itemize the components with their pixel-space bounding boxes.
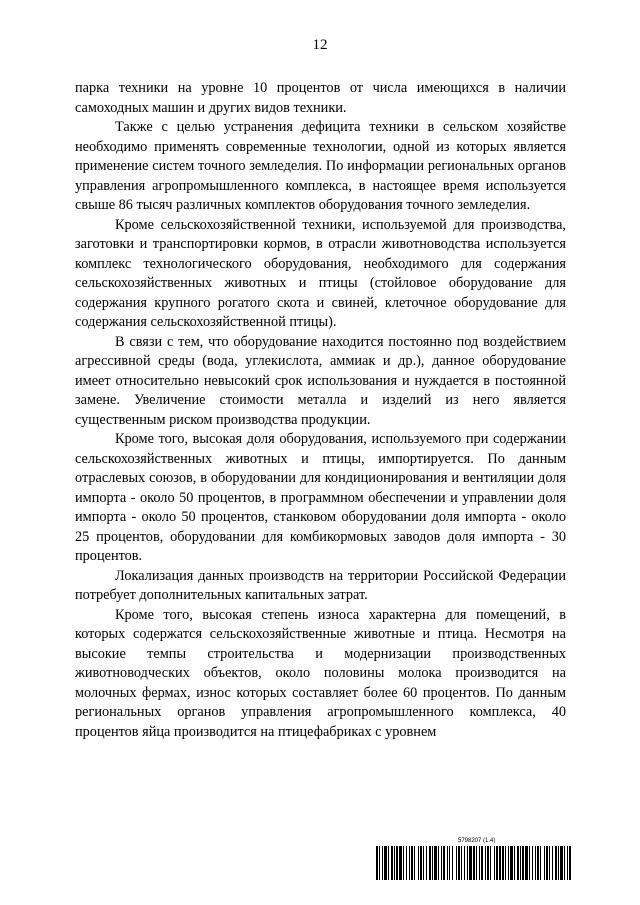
- paragraph-localization: Локализация данных производств на территории Российской Федерации потребует дополнительных капитальных затрат.: [75, 567, 566, 603]
- barcode-bar: [458, 846, 460, 880]
- barcode-bar: [476, 846, 477, 880]
- barcode-bar: [540, 846, 541, 880]
- barcode-bar: [434, 846, 437, 880]
- paragraph-premises-wear: Кроме того, высокая степень износа характерна для помещений, в которых содержатся сельскохозяйственные животные и птица. Несмотря на высокие темпы строительства и модернизации производственных животноводческих объектов, около половины молока производится на молочных фермах, износ которых составляет более 60 процентов. По данным региональных органов управления агропромышленного комплекса, 40 процентов яйца производится на птицефабриках с уровнем: [75, 606, 566, 740]
- document-body: [75, 79, 566, 742]
- barcode-bar: [394, 846, 395, 880]
- barcode-bar: [429, 846, 431, 880]
- barcode-bar: [411, 846, 413, 880]
- barcode-bar: [520, 846, 521, 880]
- barcode-bar: [406, 846, 407, 880]
- barcode-bar: [420, 846, 422, 880]
- barcode-bar: [569, 846, 571, 880]
- barcode-bar: [522, 846, 524, 880]
- barcode-bar: [423, 846, 424, 880]
- barcode-bar: [396, 846, 398, 880]
- barcode-bar: [388, 846, 389, 880]
- barcode-bar: [438, 846, 439, 880]
- barcode-bar: [499, 846, 501, 880]
- barcode-bar: [532, 846, 533, 880]
- barcode-bar: [443, 846, 445, 880]
- barcode-bar: [535, 846, 536, 880]
- barcode-bar: [546, 846, 548, 880]
- barcode-bar: [399, 846, 402, 880]
- barcode-bar: [490, 846, 491, 880]
- barcode-bar: [549, 846, 550, 880]
- barcode-bar: [555, 846, 557, 880]
- barcode-label: 5798207 (1.4): [458, 838, 496, 844]
- barcode-bar: [567, 846, 568, 880]
- paragraph-precision-farming: Также с целью устранения дефицита техники в сельском хозяйстве необходимо применять современные технологии, одной из которых является применение систем точного земледелия. По информации региональных органов управления агропромышленного комплекса, в настоящее время используется свыше 86 тысяч различных комплектов оборудования точного земледелия.: [75, 119, 566, 213]
- barcode-bar: [391, 846, 393, 880]
- barcode-bar: [414, 846, 415, 880]
- barcode-bar: [467, 846, 468, 880]
- barcode-bar: [432, 846, 433, 880]
- barcode-bar: [452, 846, 453, 880]
- barcode-bar: [473, 846, 475, 880]
- barcode-bar: [456, 846, 457, 880]
- barcode-bar: [376, 846, 378, 880]
- barcode-bar: [449, 846, 450, 880]
- barcode-bar: [418, 846, 419, 880]
- page-number: 12: [312, 37, 328, 53]
- barcode-bar: [560, 846, 563, 880]
- barcode-bar: [564, 846, 565, 880]
- barcode-bar: [502, 846, 504, 880]
- barcode-bar: [494, 846, 495, 880]
- paragraph-livestock-equipment: Кроме сельскохозяйственной техники, используемой для производства, заготовки и транспортировки кормов, в отрасли животноводства используется комплекс технологического оборудования, необходимого для содержания сельскохозяйственных животных и птицы (стойловое оборудование для содержания крупного рогатого скота и свиней, клеточное оборудование для содержания сельскохозяйственной птицы).: [75, 216, 566, 330]
- barcode-bar: [469, 846, 472, 880]
- barcode-bar: [426, 846, 427, 880]
- barcode-bar: [409, 846, 410, 880]
- paragraph-continuation: парка техники на уровне 10 процентов от числа имеющихся в наличии самоходных машин и других видов техники.: [75, 80, 566, 116]
- barcode-bar: [479, 846, 480, 880]
- barcode-bar: [529, 846, 530, 880]
- barcode-bar: [447, 846, 448, 880]
- barcode-bar: [496, 846, 498, 880]
- barcode-bar: [544, 846, 545, 880]
- barcode-bar: [508, 846, 509, 880]
- barcode-bar: [464, 846, 465, 880]
- barcode-bar: [379, 846, 380, 880]
- barcode-bar: [505, 846, 506, 880]
- barcode-bar: [552, 846, 553, 880]
- barcode-bar: [517, 846, 519, 880]
- barcode-bar: [487, 846, 489, 880]
- paragraph-equipment-wear: В связи с тем, что оборудование находится постоянно под воздействием агрессивной среды (вода, углекислота, аммиак и др.), данное оборудование имеет относительно невысокий срок использования и нуждается в постоянной замене. Увеличение стоимости металла и изделий из него является существенным риском производства продукции.: [75, 333, 566, 428]
- barcode-bar: [510, 846, 513, 880]
- barcode-bar: [382, 846, 383, 880]
- barcode-bar: [525, 846, 528, 880]
- barcode-bar: [537, 846, 539, 880]
- barcode-bar: [403, 846, 404, 880]
- barcode-image: [376, 846, 571, 880]
- barcode-bar: [481, 846, 483, 880]
- barcode-bar: [384, 846, 387, 880]
- barcode-bar: [558, 846, 559, 880]
- barcode-bar: [514, 846, 515, 880]
- barcode-bar: [461, 846, 462, 880]
- barcode-bar: [485, 846, 486, 880]
- paragraph-import-share: Кроме того, высокая доля оборудования, используемого при содержании сельскохозяйственных животных и птицы, импортируется. По данным отраслевых союзов, в оборудовании для кондиционирования и вентиляции доля импорта - около 50 процентов, в программном обеспечении и управлении доля импорта - около 50 процентов, станковом оборудовании доля импорта - около 25 процентов, оборудовании для комбикормовых заводов доля импорта - 30 процентов.: [75, 431, 566, 564]
- barcode-bar: [441, 846, 442, 880]
